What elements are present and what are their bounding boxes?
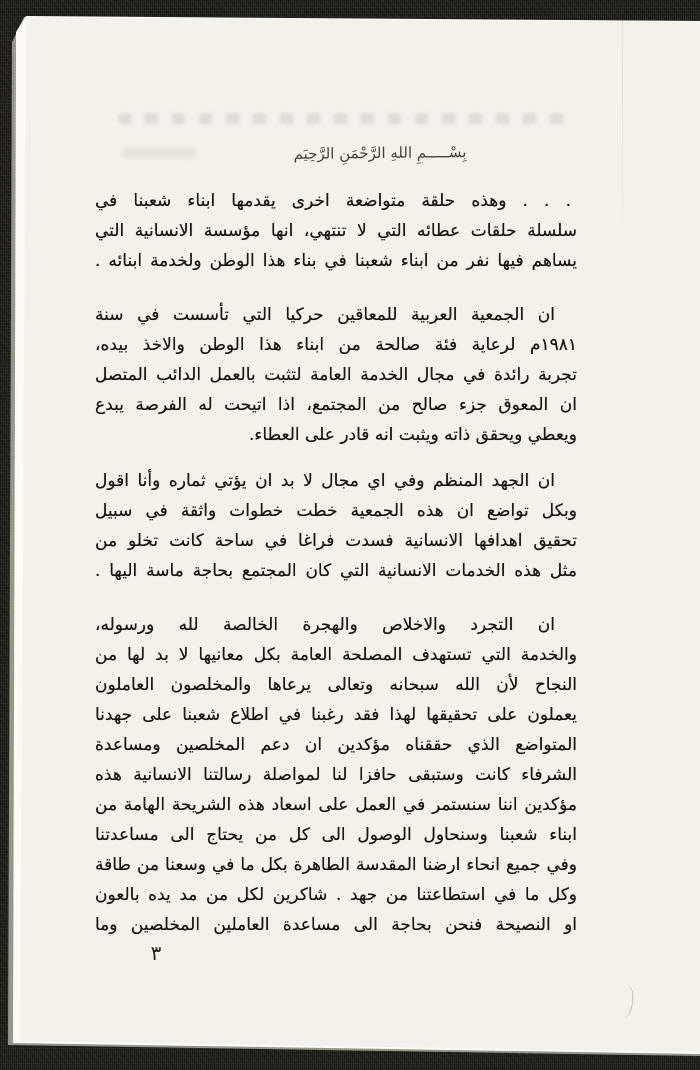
text-line: يساهم فيها نفر من ابناء شعبنا في بناء هذا الوطن ولخدمة ابنائه . — [95, 251, 577, 271]
text-line: ١٩٨١م لرعاية فئة صالحة من ابناء هذا الوطن والاخذ بيده، — [95, 335, 577, 355]
text-line: ان الجمعية العربية للمعاقين حركيا التي تأسست في سنة — [95, 305, 555, 325]
text-line: او النصيحة فنحن بحاجة الى مساعدة العاملين المخلصين وما — [95, 915, 577, 935]
paragraph-1 — [95, 186, 577, 276]
showthrough-ghost-text — [118, 113, 570, 124]
text-line: ان الجهد المنظم وفي اي مجال لا بد ان يؤتي ثماره وأنا اقول — [95, 471, 555, 491]
scan-hair-artifact — [618, 985, 635, 1018]
showthrough-ghost-mark — [122, 148, 196, 158]
paragraph-4 — [95, 610, 577, 940]
paragraph-3 — [95, 466, 577, 586]
text-line: ابناء شعبنا وسنحاول الوصول الى كل من يحتاج الى مساعدتنا — [95, 825, 577, 845]
text-line: ويعطي ويحقق ذاته ويثبت انه قادر على العطاء. — [248, 425, 577, 445]
page-number: ٣ — [150, 941, 162, 965]
text-line: النجاح لأن الله سبحانه وتعالى يرعاها والمخلصون العاملون — [95, 675, 577, 695]
text-line: ان المعوق جزء صالح من المجتمع، اذا اتيحت له الفرصة يبدع — [95, 395, 577, 415]
text-line: الشرفاء كانت وستبقى حافزا لنا لمواصلة رسالتنا الانسانية هذه — [95, 765, 577, 785]
text-line: تحقيق اهدافها الانسانية فسدت فراغا في ساحة كانت تخلو من — [95, 531, 577, 551]
text-line: المتواضع الذي حققناه مؤكدين ان دعم المخلصين ومساعدة — [95, 735, 577, 755]
text-line: والخدمة التي تستهدف المصلحة العامة بكل معانيها لا بد لها من — [95, 645, 577, 665]
text-line: تجربة رائدة في مجال الخدمة العامة لتثبت بالعمل الدائب المتصل — [95, 365, 577, 385]
bismillah-calligraphy: بِسْـــــمِ اللهِ الرَّحْمَنِ الرَّحِيَم — [293, 143, 467, 163]
text-line: يعملون على تحقيقها لهذا فقد رغبنا في اطلاع شعبنا على جهدنا — [95, 705, 577, 725]
text-line: ان التجرد والاخلاص والهجرة الخالصة لله ورسوله، — [95, 615, 555, 635]
paragraph-2 — [95, 300, 577, 450]
text-line: وبكل تواضع ان هذه الجمعية خطت خطوات واثقة في سبيل — [95, 501, 577, 521]
text-line: سلسلة حلقات عطائه التي لا تنتهي، انها مؤسسة الانسانية التي — [95, 221, 577, 241]
text-line: . . . وهذه حلقة متواضعة اخرى يقدمها ابناء شعبنا في — [95, 191, 571, 211]
text-line: وكل ما في استطاعتنا من جهد . شاكرين لكل من مد يده بالعون — [95, 885, 577, 905]
text-line: مؤكدين اننا سنستمر في العمل على اسعاد هذه الشريحة الهامة من — [95, 795, 577, 815]
text-line: وفي جميع انحاء ارضنا المقدسة الطاهرة بكل ما في وسعنا من طاقة — [95, 855, 577, 875]
text-line: مثل هذه الخدمات الانسانية التي كان المجتمع بحاجة ماسة اليها . — [95, 561, 577, 581]
scan-crease-artifact — [622, 20, 623, 250]
